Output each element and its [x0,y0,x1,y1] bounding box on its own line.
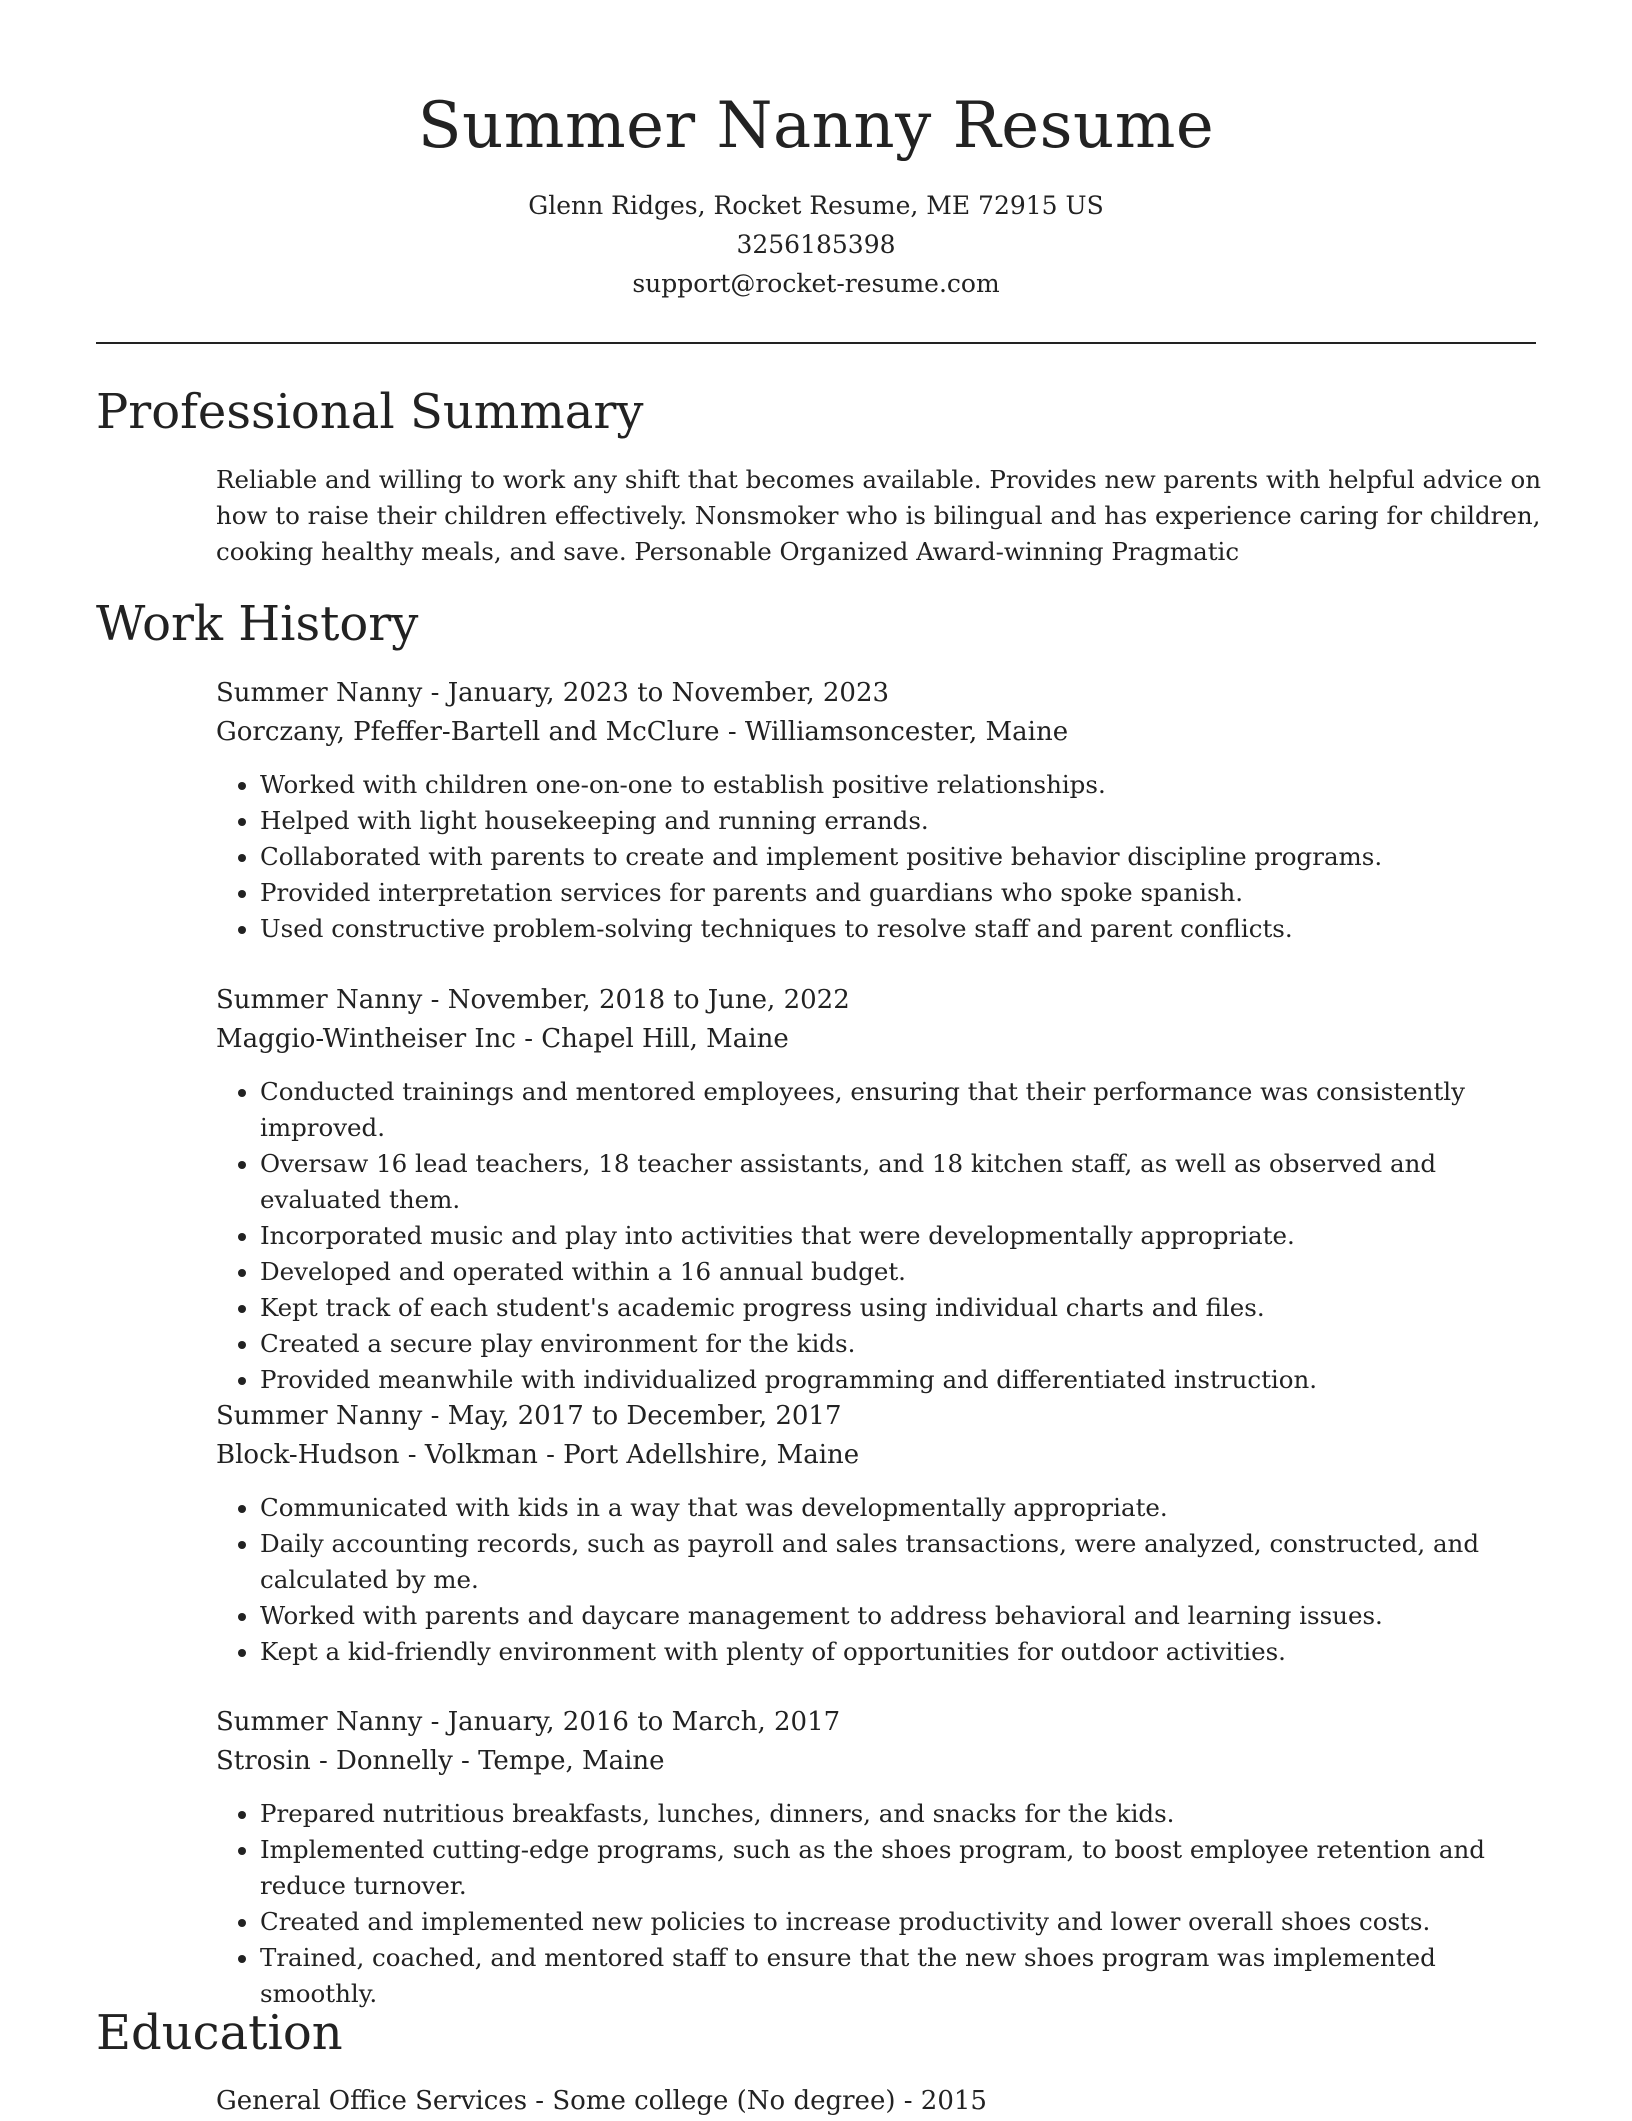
resume-title: Summer Nanny Resume [417,89,1215,163]
summary-heading: Professional Summary [96,384,644,440]
job-bullet: • Prepared nutritious breakfasts, lunches, dinners, and snacks for the kids. [260,1796,1546,1832]
resume-header [0,0,1632,303]
job-company-line: Strosin - Donnelly - Tempe, Maine [216,1746,665,1776]
job-title-line: Summer Nanny - May, 2017 to December, 2017 [216,1401,842,1431]
job-bullet: • Conducted trainings and mentored employees, ensuring that their performance was consistently improved. [260,1074,1546,1146]
job-bullet: • Worked with children one-on-one to establish positive relationships. [260,767,1546,803]
job-entry [216,981,1546,1398]
contact-email: support@rocket-resume.com [632,269,1000,298]
job-bullet: • Oversaw 16 lead teachers, 18 teacher assistants, and 18 kitchen staff, as well as observed and evaluated them. [260,1146,1546,1218]
job-bullet-list [216,1796,1546,2012]
job-bullet: • Provided meanwhile with individualized programming and differentiated instruction. [260,1362,1546,1398]
summary-text: Reliable and willing to work any shift that becomes available. Provides new parents with helpful advice on how to raise their children effectively. Nonsmoker who is bilingual and has experience caring for children, cooking healthy meals, and save. Personable Organized Award-winning Pragmatic [216,465,1542,566]
job-bullet: • Kept a kid-friendly environment with plenty of opportunities for outdoor activities. [260,1634,1546,1670]
job-title-line: Summer Nanny - November, 2018 to June, 2022 [216,985,850,1015]
job-entry [216,674,1546,947]
header-divider [96,342,1536,344]
job-bullet: • Daily accounting records, such as payroll and sales transactions, were analyzed, constructed, and calculated by me. [260,1526,1546,1598]
education-entry: General Office Services - Some college (No degree) - 2015 [216,2086,987,2116]
job-bullet: • Kept track of each student's academic progress using individual charts and files. [260,1290,1546,1326]
job-bullet: • Created a secure play environment for the kids. [260,1326,1546,1362]
job-bullet: • Trained, coached, and mentored staff to ensure that the new shoes program was implemented smoothly. [260,1940,1546,2012]
job-bullet: • Incorporated music and play into activities that were developmentally appropriate. [260,1218,1546,1254]
job-bullet: • Worked with parents and daycare management to address behavioral and learning issues. [260,1598,1546,1634]
job-bullet: • Provided interpretation services for parents and guardians who spoke spanish. [260,875,1546,911]
job-company-line: Maggio-Wintheiser Inc - Chapel Hill, Maine [216,1024,789,1054]
job-company-line: Gorczany, Pfeffer-Bartell and McClure - Williamsoncester, Maine [216,717,1069,747]
job-bullet-list [216,1074,1546,1398]
job-company-line: Block-Hudson - Volkman - Port Adellshire, Maine [216,1440,860,1470]
job-entry [216,1703,1546,2012]
work-history-heading: Work History [96,596,419,652]
job-title-line: Summer Nanny - January, 2016 to March, 2017 [216,1707,841,1737]
job-title-line: Summer Nanny - January, 2023 to November, 2023 [216,678,890,708]
job-bullet: • Collaborated with parents to create and implement positive behavior discipline programs. [260,839,1546,875]
job-entry [216,1397,1546,1670]
job-bullet: • Helped with light housekeeping and running errands. [260,803,1546,839]
job-bullet: • Developed and operated within a 16 annual budget. [260,1254,1546,1290]
job-bullet: • Used constructive problem-solving techniques to resolve staff and parent conflicts. [260,911,1546,947]
job-bullet-list [216,1490,1546,1670]
contact-phone: 3256185398 [736,230,896,259]
job-bullet: • Implemented cutting-edge programs, such as the shoes program, to boost employee retention and reduce turnover. [260,1832,1546,1904]
contact-address: Glenn Ridges, Rocket Resume, ME 72915 US [528,191,1104,220]
education-heading: Education [96,2005,343,2061]
job-bullet: • Communicated with kids in a way that was developmentally appropriate. [260,1490,1546,1526]
job-bullet: • Created and implemented new policies to increase productivity and lower overall shoes costs. [260,1904,1546,1940]
job-bullet-list [216,767,1546,947]
